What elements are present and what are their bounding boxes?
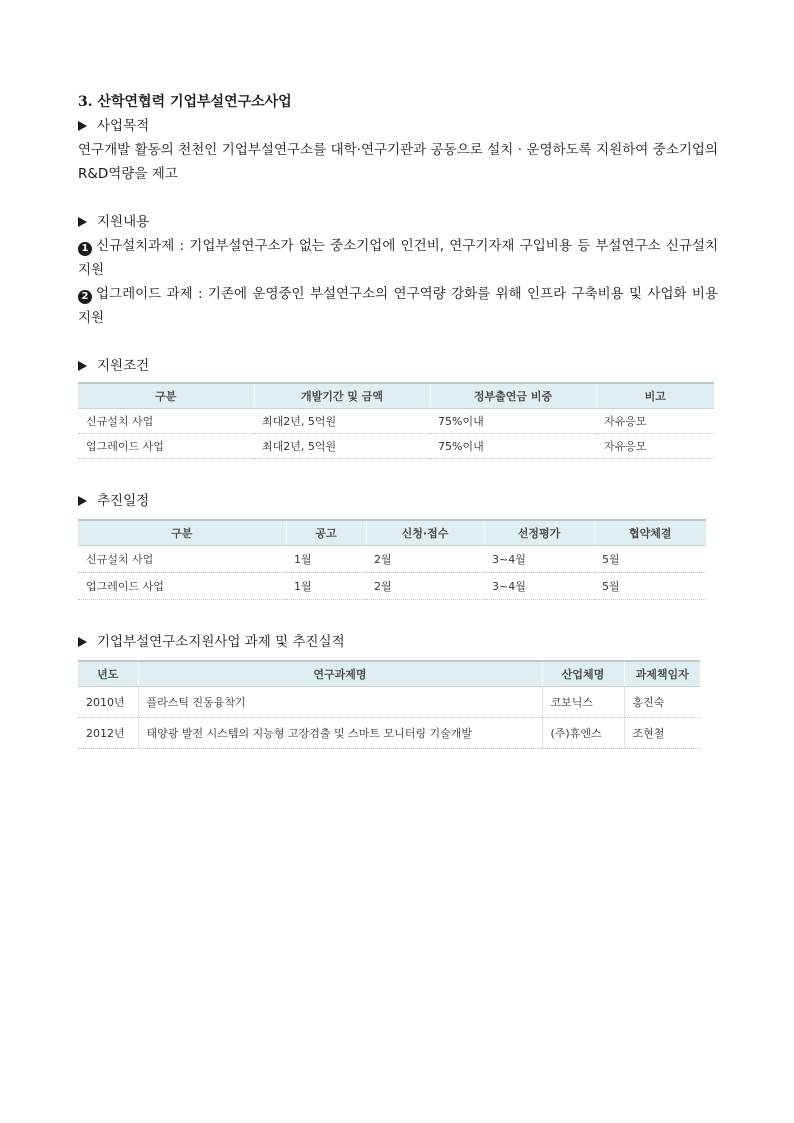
table-row xyxy=(78,434,714,459)
table-cell: 75%이내 xyxy=(430,434,596,459)
support-item-1-text: 신규설치과제 : 기업부설연구소가 없는 중소기업에 인건비, 연구기자재 구입비용 등 부설연구소 신규설치지원 xyxy=(78,238,718,278)
table-header-row xyxy=(78,383,714,409)
results-table xyxy=(78,660,700,749)
schedule-heading-text: 추진일정 xyxy=(97,493,150,509)
table-cell: 2월 xyxy=(366,573,484,600)
results-heading-text: 기업부설연구소지원사업 과제 및 추진실적 xyxy=(97,634,345,650)
table-cell: 플라스틱 진동융착기 xyxy=(138,687,542,718)
table-cell: 3~4월 xyxy=(484,573,594,600)
column-header: 비고 xyxy=(596,383,714,409)
table-row xyxy=(78,573,706,600)
table-cell: 자유응모 xyxy=(596,409,714,434)
table-cell: 태양광 발전 시스템의 지능형 고장검출 및 스마트 모니터링 기술개발 xyxy=(138,718,542,749)
table-row xyxy=(78,546,706,573)
column-header: 신청·접수 xyxy=(366,520,484,546)
table-cell: 1월 xyxy=(286,573,366,600)
table-cell: 최대2년, 5억원 xyxy=(254,409,430,434)
circled-number-2-icon: 2 xyxy=(78,290,92,304)
table-cell: 조현철 xyxy=(624,718,700,749)
triangle-bullet-icon xyxy=(78,496,87,506)
column-header: 협약체결 xyxy=(594,520,706,546)
conditions-heading-text: 지원조건 xyxy=(97,358,150,374)
table-cell: 3~4월 xyxy=(484,546,594,573)
table-header-row xyxy=(78,661,700,687)
table-cell: 업그레이드 사업 xyxy=(78,573,286,600)
column-header: 연구과제명 xyxy=(138,661,542,687)
document-page xyxy=(78,90,718,749)
purpose-heading xyxy=(78,114,718,138)
triangle-bullet-icon xyxy=(78,361,87,371)
table-cell: 2월 xyxy=(366,546,484,573)
table-cell: 신규설치 사업 xyxy=(78,409,254,434)
table-header-row xyxy=(78,520,706,546)
schedule-table xyxy=(78,519,706,600)
table-cell: 최대2년, 5억원 xyxy=(254,434,430,459)
table-cell: 홍진숙 xyxy=(624,687,700,718)
column-header: 정부출연금 비중 xyxy=(430,383,596,409)
column-header: 개발기간 및 금액 xyxy=(254,383,430,409)
results-heading xyxy=(78,630,718,654)
column-header: 공고 xyxy=(286,520,366,546)
table-cell: 신규설치 사업 xyxy=(78,546,286,573)
table-cell: (주)휴엔스 xyxy=(542,718,624,749)
conditions-table xyxy=(78,382,714,459)
table-cell: 75%이내 xyxy=(430,409,596,434)
table-cell: 업그레이드 사업 xyxy=(78,434,254,459)
table-row xyxy=(78,687,700,718)
table-cell: 2010년 xyxy=(78,687,138,718)
triangle-bullet-icon xyxy=(78,637,87,647)
schedule-heading xyxy=(78,489,718,513)
triangle-bullet-icon xyxy=(78,217,87,227)
column-header: 구분 xyxy=(78,520,286,546)
support-item-2-text: 업그레이드 과제 : 기존에 운영중인 부설연구소의 연구역량 강화를 위해 인프라 구축비용 및 사업화 비용 지원 xyxy=(78,286,718,326)
table-cell: 코보닉스 xyxy=(542,687,624,718)
table-cell: 5월 xyxy=(594,546,706,573)
circled-number-1-icon: 1 xyxy=(78,242,92,256)
column-header: 선정평가 xyxy=(484,520,594,546)
column-header: 년도 xyxy=(78,661,138,687)
support-item-2 xyxy=(78,282,718,330)
column-header: 과제책임자 xyxy=(624,661,700,687)
table-cell: 5월 xyxy=(594,573,706,600)
column-header: 산업체명 xyxy=(542,661,624,687)
column-header: 구분 xyxy=(78,383,254,409)
conditions-heading xyxy=(78,354,718,378)
section-title: 3. 산학연협력 기업부설연구소사업 xyxy=(78,94,292,110)
support-item-1 xyxy=(78,234,718,282)
table-cell: 자유응모 xyxy=(596,434,714,459)
support-heading xyxy=(78,210,718,234)
table-row xyxy=(78,718,700,749)
table-cell: 2012년 xyxy=(78,718,138,749)
support-heading-text: 지원내용 xyxy=(97,214,150,230)
table-row xyxy=(78,409,714,434)
purpose-text: 연구개발 활동의 천천인 기업부설연구소를 대학·연구기관과 공동으로 설치 · 운영하도록 지원하여 중소기업의 R&D역량을 제고 xyxy=(78,142,718,182)
triangle-bullet-icon xyxy=(78,121,87,131)
table-cell: 1월 xyxy=(286,546,366,573)
purpose-heading-text: 사업목적 xyxy=(97,118,150,134)
